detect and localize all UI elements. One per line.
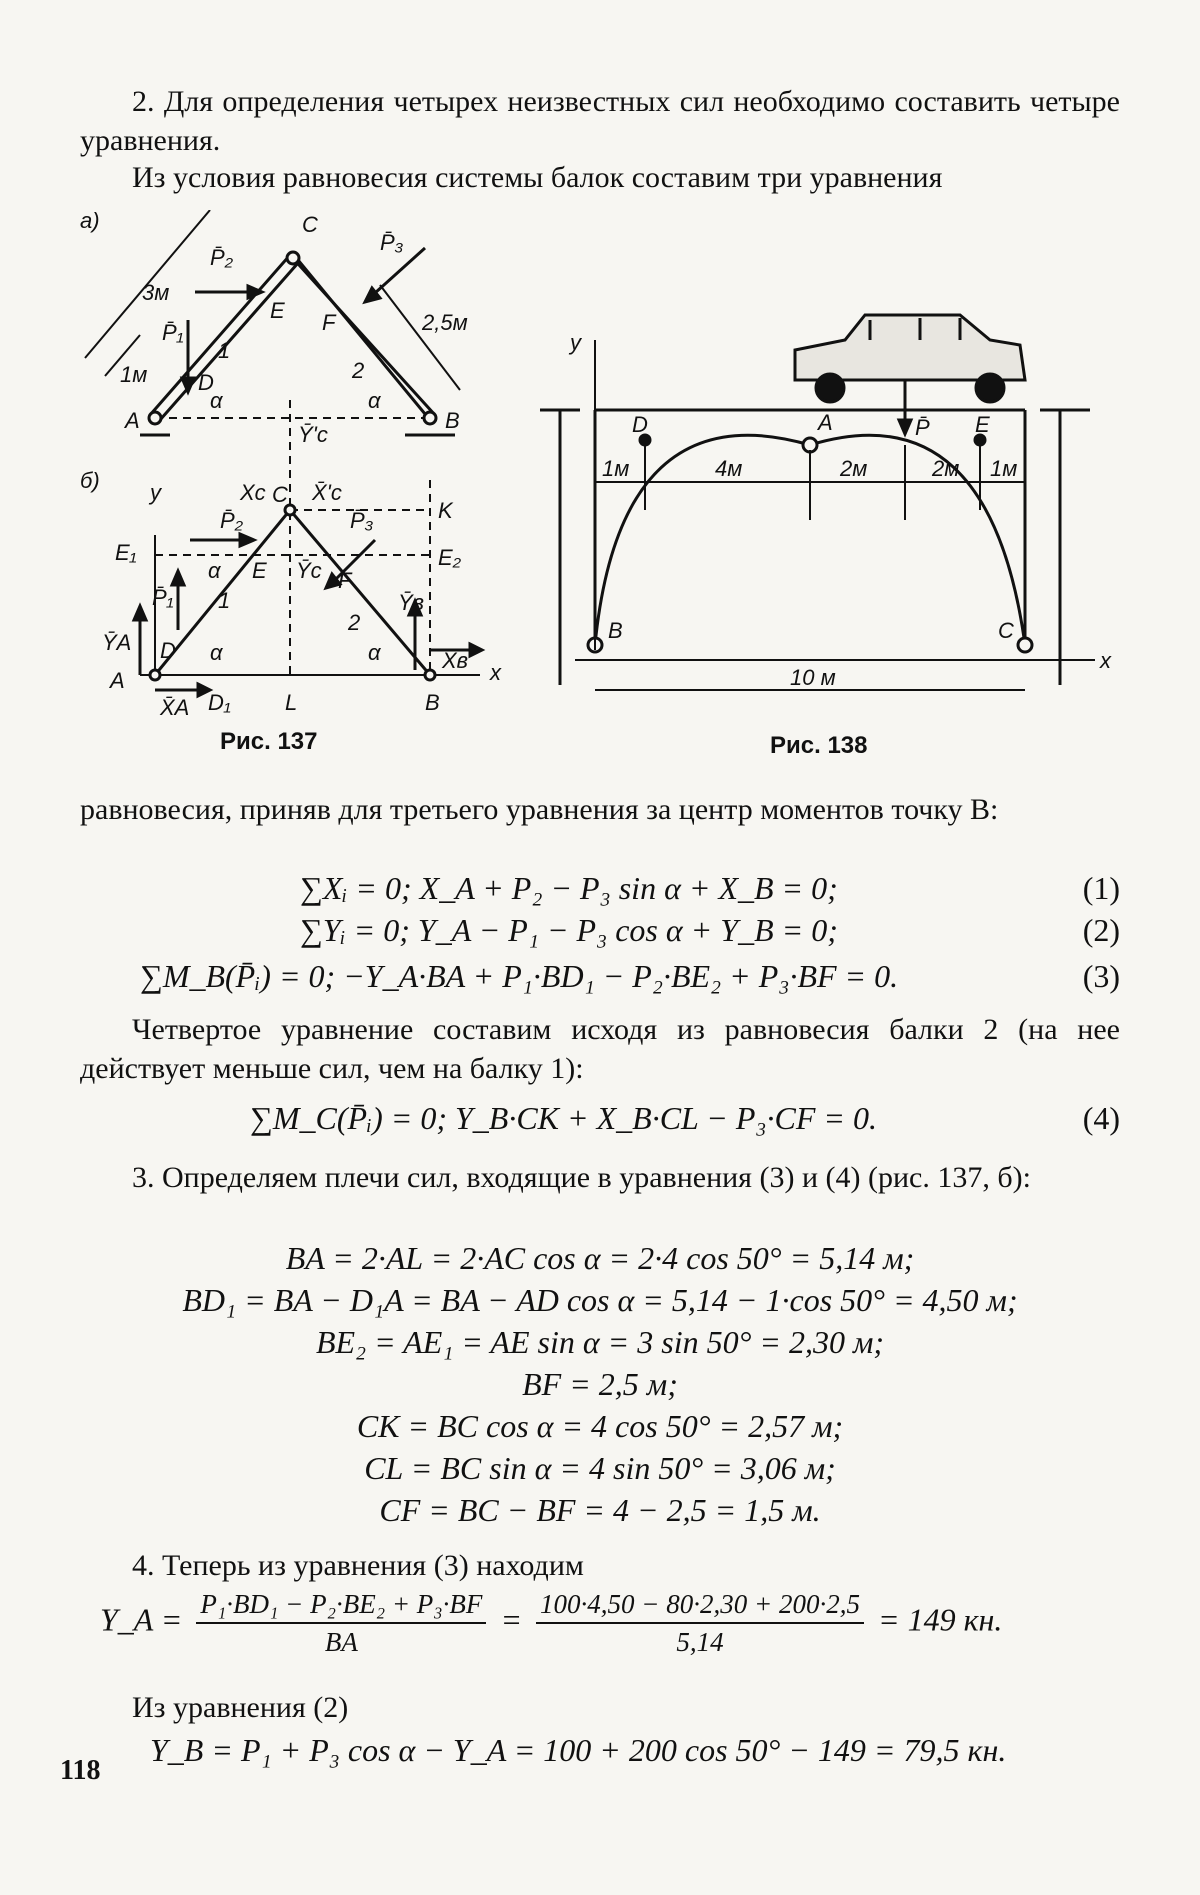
svg-text:10 м: 10 м [790, 665, 836, 690]
svg-text:P̄₃: P̄₃ [380, 230, 404, 255]
svg-text:2м: 2м [932, 456, 960, 481]
svg-text:E: E [252, 558, 267, 583]
svg-text:F: F [338, 568, 352, 593]
equation-3-number: (3) [1082, 958, 1120, 994]
svg-text:C: C [998, 618, 1014, 643]
svg-text:E₂: E₂ [438, 545, 462, 570]
svg-text:B: B [425, 690, 440, 715]
svg-text:X̄'c: X̄'c [312, 480, 342, 505]
equation-1-body: ∑Xᵢ = 0; X_A + P₂ − P₃ sin α + X_B = 0; [300, 870, 838, 906]
svg-text:3м: 3м [142, 280, 170, 305]
svg-text:1м: 1м [120, 362, 148, 387]
svg-text:P̄: P̄ [915, 415, 930, 440]
equation-2-number: (2) [1082, 912, 1120, 948]
svg-text:1: 1 [218, 588, 231, 613]
svg-text:α: α [210, 388, 223, 413]
paragraph-2: Из условия равновесия системы балок составим три уравнения [132, 161, 943, 194]
equation-4-body: ∑M_C(P̄ᵢ) = 0; Y_B·CK + X_B·CL − P₃·CF = 0. [250, 1100, 878, 1136]
svg-text:α: α [368, 388, 381, 413]
ya-fraction-numeric [536, 1588, 864, 1658]
ya-denominator-numeric: 5,14 [676, 1627, 724, 1657]
arm-cl: CL = BC sin α = 4 sin 50° = 3,06 м; [364, 1450, 836, 1486]
svg-text:F: F [322, 310, 336, 335]
figure-137 [80, 210, 520, 750]
svg-text:2: 2 [348, 610, 361, 635]
svg-text:y: y [570, 330, 581, 355]
svg-text:E: E [975, 412, 990, 437]
svg-text:L: L [285, 690, 298, 715]
svg-text:A: A [110, 668, 125, 693]
svg-text:K: K [438, 498, 453, 523]
paragraph-5: 3. Определяем плечи сил, входящие в уравнения (3) и (4) (рис. 137, б): [132, 1161, 1031, 1194]
svg-text:y: y [150, 480, 161, 505]
paragraph-4: Четвертое уравнение составим исходя из равновесия балки 2 (на нее действует меньше сил, чем на балку 1): [80, 1013, 1120, 1085]
svg-text:A: A [818, 410, 833, 435]
svg-text:x: x [490, 660, 501, 685]
svg-text:2м: 2м [840, 456, 868, 481]
page-number: 118 [60, 1755, 101, 1786]
equation-ya [100, 1588, 1002, 1658]
svg-text:2: 2 [352, 358, 365, 383]
ya-equals: = [500, 1601, 523, 1638]
figure-137-caption: Рис. 137 [220, 728, 318, 755]
equation-yb-body: Y_B = P₁ + P₃ cos α − Y_A = 100 + 200 cos 50° − 149 = 79,5 кн. [150, 1732, 1007, 1768]
svg-text:а): а) [80, 210, 100, 233]
equation-3-body: ∑M_B(P̄ᵢ) = 0; −Y_A·BA + P₁·BD₁ − P₂·BE₂ + P₃·BF = 0. [140, 958, 899, 994]
svg-text:X̄A: X̄A [160, 695, 190, 720]
svg-text:α: α [368, 640, 381, 665]
svg-text:2,5м: 2,5м [422, 310, 468, 335]
svg-text:P̄₁: P̄₁ [152, 585, 174, 610]
svg-text:1м: 1м [602, 456, 630, 481]
paragraph-3: равновесия, приняв для третьего уравнения за центр моментов точку B: [80, 793, 999, 826]
svg-text:P̄₂: P̄₂ [210, 245, 234, 270]
svg-text:D: D [198, 370, 214, 395]
ya-numerator-numeric: 100·4,50 − 80·2,30 + 200·2,5 [536, 1588, 864, 1624]
svg-text:B: B [608, 618, 623, 643]
figure-138 [520, 220, 1120, 730]
paragraph-1: 2. Для определения четырех неизвестных сил необходимо составить четыре уравнения. [80, 85, 1120, 157]
svg-text:E: E [270, 298, 285, 323]
svg-text:X̄ʙ: X̄ʙ [442, 648, 468, 673]
arm-cf: CF = BC − BF = 4 − 2,5 = 1,5 м. [379, 1492, 821, 1528]
svg-text:x: x [1100, 648, 1111, 673]
svg-text:B: B [445, 408, 460, 433]
svg-text:P̄₃: P̄₃ [350, 508, 374, 533]
ya-lhs: Y_A = [100, 1601, 183, 1638]
arm-be2: BE₂ = AE₁ = AE sin α = 3 sin 50° = 2,30 м; [315, 1324, 885, 1360]
svg-text:Ȳc: Ȳc [296, 558, 322, 583]
arm-bf: BF = 2,5 м; [522, 1366, 678, 1402]
svg-text:Xc: Xc [240, 480, 266, 505]
paragraph-7: Из уравнения (2) [132, 1691, 349, 1724]
svg-text:D: D [160, 638, 176, 663]
equation-4-number: (4) [1082, 1100, 1120, 1136]
svg-text:P̄₂: P̄₂ [220, 508, 244, 533]
figure-138-caption: Рис. 138 [770, 732, 868, 759]
ya-result: = 149 кн. [877, 1601, 1003, 1638]
svg-text:A: A [125, 408, 140, 433]
svg-text:D: D [632, 412, 648, 437]
arm-ba: BA = 2·AL = 2·AC cos α = 2·4 cos 50° = 5,14 м; [285, 1240, 915, 1276]
svg-text:C: C [272, 482, 288, 507]
svg-text:α: α [210, 640, 223, 665]
ya-denominator-symbolic: BA [324, 1627, 358, 1657]
svg-text:4м: 4м [715, 456, 743, 481]
svg-text:D₁: D₁ [208, 690, 231, 715]
svg-text:Ȳ'c: Ȳ'c [298, 422, 328, 447]
ya-fraction-symbolic [196, 1588, 486, 1658]
equation-2-body: ∑Yᵢ = 0; Y_A − P₁ − P₃ cos α + Y_B = 0; [300, 912, 838, 948]
svg-text:1м: 1м [990, 456, 1018, 481]
arm-bd1: BD₁ = BA − D₁A = BA − AD cos α = 5,14 − 1·cos 50° = 4,50 м; [182, 1282, 1018, 1318]
ya-numerator-symbolic: P₁·BD₁ − P₂·BE₂ + P₃·BF [196, 1588, 486, 1624]
svg-text:C: C [302, 212, 318, 237]
svg-text:E₁: E₁ [115, 540, 137, 565]
equation-1-number: (1) [1082, 870, 1120, 906]
paragraph-6: 4. Теперь из уравнения (3) находим [132, 1549, 584, 1582]
svg-text:P̄₁: P̄₁ [162, 320, 184, 345]
svg-text:1: 1 [218, 338, 231, 363]
svg-text:ȲA: ȲA [102, 630, 132, 655]
svg-text:Ȳʙ: Ȳʙ [398, 590, 424, 615]
arm-ck: CK = BC cos α = 4 cos 50° = 2,57 м; [356, 1408, 844, 1444]
svg-text:б): б) [80, 468, 100, 493]
svg-text:α: α [208, 558, 221, 583]
